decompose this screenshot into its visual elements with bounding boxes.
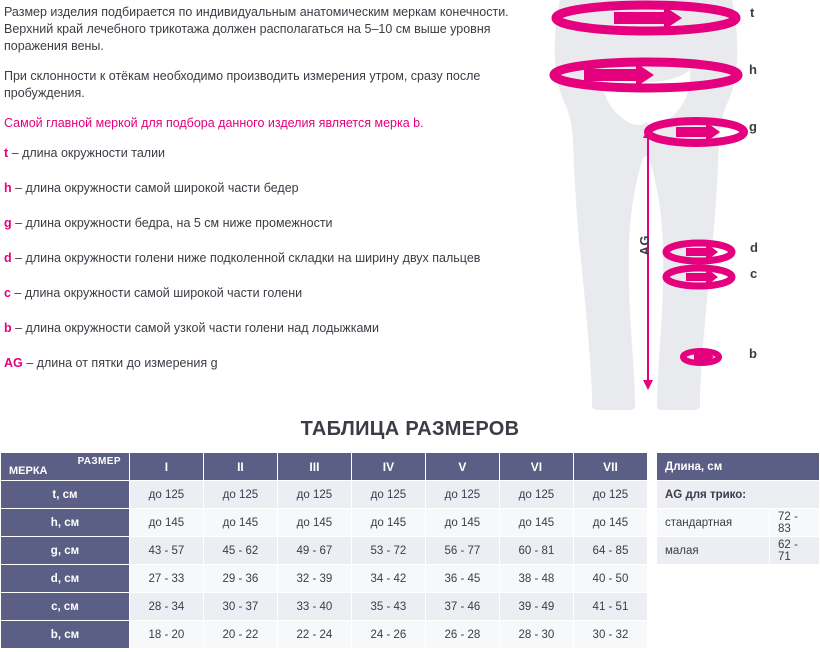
cell-c-3: 33 - 40 [277,593,351,621]
column-header-7: VII [573,453,647,481]
length-subheader: AG для трико: [657,481,820,509]
legend-key-b: b [4,321,12,335]
column-header-6: VI [499,453,573,481]
length-name-standard: стандартная [657,509,770,537]
cell-d-6: 38 - 48 [499,565,573,593]
illustration-label-c: c [750,266,758,281]
length-sub-row [657,481,820,509]
column-header-1: I [129,453,203,481]
legend-text-d: – длина окружности голени ниже подколенной складки на ширину двух пальцев [11,251,481,265]
cell-g-7: 64 - 85 [573,537,647,565]
table-row [1,537,648,565]
legend-item-g [4,215,524,232]
cell-d-3: 32 - 39 [277,565,351,593]
table-row [1,481,648,509]
legend-text-c: – длина окружности самой широкой части голени [10,286,303,300]
legend-text-h: – длина окружности самой широкой части бедер [11,181,299,195]
measurement-illustration [524,0,820,412]
cell-t-7: до 125 [573,481,647,509]
cell-t-1: до 125 [129,481,203,509]
length-header-row [657,453,820,481]
row-label-c: c, см [1,593,130,621]
intro-paragraph-1: Размер изделия подбирается по индивидуальным анатомическим меркам конечности. Верхний край лечебного трикотажа должен располагаться на 5–10 см выше уровня поражения вены. [4,5,509,53]
column-header-2: II [203,453,277,481]
cell-g-1: 43 - 57 [129,537,203,565]
length-row [657,509,820,537]
cell-h-6: до 145 [499,509,573,537]
illustration-label-b: b [749,346,757,361]
cell-c-1: 28 - 34 [129,593,203,621]
length-name-small: малая [657,537,770,565]
length-header: Длина, см [657,453,820,481]
legend-item-h [4,180,524,197]
table-row [1,565,648,593]
cell-g-6: 60 - 81 [499,537,573,565]
cell-d-2: 29 - 36 [203,565,277,593]
cell-g-3: 49 - 67 [277,537,351,565]
illustration-label-d: d [750,240,758,255]
cell-t-2: до 125 [203,481,277,509]
row-label-t: t, см [1,481,130,509]
cell-t-3: до 125 [277,481,351,509]
illustration-label-t: t [750,5,755,20]
legend-item-b [4,320,524,337]
column-header-4: IV [351,453,425,481]
legend-item-ag [4,355,524,372]
size-table-title: ТАБЛИЦА РАЗМЕРОВ [300,418,520,440]
cell-d-5: 36 - 45 [425,565,499,593]
legend-key-g: g [4,216,12,230]
cell-t-6: до 125 [499,481,573,509]
row-label-g: g, см [1,537,130,565]
cell-c-6: 39 - 49 [499,593,573,621]
legend-text-g: – длина окружности бедра, на 5 см ниже промежности [11,216,333,230]
description-column [4,4,524,390]
legend-item-d [4,250,524,267]
cell-d-7: 40 - 50 [573,565,647,593]
legend-text-ag: – длина от пятки до измерения g [22,356,218,370]
cell-h-3: до 145 [277,509,351,537]
legend-item-c [4,285,524,302]
intro-paragraph-2: При склонности к отёкам необходимо производить измерения утром, сразу после пробуждения. [4,69,481,100]
cell-d-1: 27 - 33 [129,565,203,593]
ag-measure-line [643,128,653,390]
cell-b-3: 22 - 24 [277,621,351,649]
cell-h-5: до 145 [425,509,499,537]
cell-h-4: до 145 [351,509,425,537]
legend-text-b: – длина окружности самой узкой части голени над лодыжками [11,321,380,335]
length-row [657,537,820,565]
legs-diagram-svg [524,0,820,412]
cell-t-4: до 125 [351,481,425,509]
legend-item-t [4,145,524,162]
table-row [1,621,648,649]
legend-key-t: t [4,146,9,160]
cell-b-6: 28 - 30 [499,621,573,649]
table-row [1,509,648,537]
cell-h-1: до 145 [129,509,203,537]
cell-b-4: 24 - 26 [351,621,425,649]
length-filler-row [657,565,820,593]
row-label-h: h, см [1,509,130,537]
length-filler-right [770,565,820,593]
row-label-b: b, см [1,621,130,649]
cell-b-5: 26 - 28 [425,621,499,649]
cell-b-2: 20 - 22 [203,621,277,649]
corner-size-label: РАЗМЕР [77,456,121,467]
column-header-5: V [425,453,499,481]
cell-c-2: 30 - 37 [203,593,277,621]
legend-key-c: c [4,286,11,300]
cell-t-5: до 125 [425,481,499,509]
corner-measure-label: МЕРКА [9,465,48,477]
cell-c-4: 35 - 43 [351,593,425,621]
cell-g-5: 56 - 77 [425,537,499,565]
cell-g-4: 53 - 72 [351,537,425,565]
table-corner-cell [1,453,130,481]
intro-paragraph-highlight: Самой главной меркой для подбора данного изделия является мерка b. [4,116,424,130]
legend-key-ag: AG [4,356,23,370]
illustration-label-g: g [749,119,757,134]
length-value-small: 62 - 71 [770,537,820,565]
cell-g-2: 45 - 62 [203,537,277,565]
length-value-standard: 72 - 83 [770,509,820,537]
cell-c-7: 41 - 51 [573,593,647,621]
size-table [0,452,648,649]
legend-key-h: h [4,181,12,195]
cell-h-2: до 145 [203,509,277,537]
illustration-label-ag: AG [637,235,652,256]
cell-c-5: 37 - 46 [425,593,499,621]
column-header-3: III [277,453,351,481]
table-header-row [1,453,648,481]
illustration-label-h: h [749,62,757,77]
table-row [1,593,648,621]
cell-d-4: 34 - 42 [351,565,425,593]
cell-b-1: 18 - 20 [129,621,203,649]
cell-h-7: до 145 [573,509,647,537]
legend-text-t: – длина окружности талии [8,146,166,160]
cell-b-7: 30 - 32 [573,621,647,649]
length-table [656,452,820,593]
legend-key-d: d [4,251,12,265]
row-label-d: d, см [1,565,130,593]
length-filler-left [657,565,770,593]
